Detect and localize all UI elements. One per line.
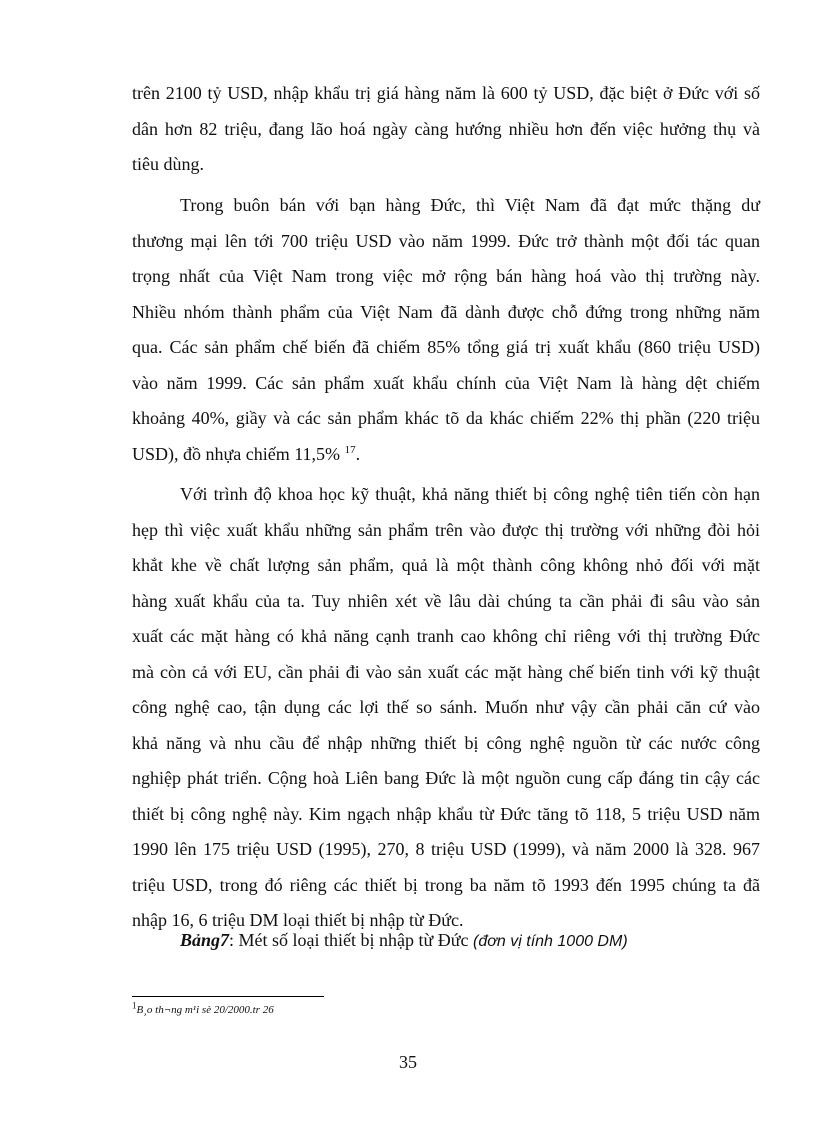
table-caption-unit: (đơn vị tính 1000 DM) — [473, 933, 628, 950]
paragraph-2-line-2: thương mại lên tới 700 triệu USD vào năm 1999. Đức trở thành một đối tác quan — [132, 231, 760, 251]
paragraph-1-line-2: dân hơn 82 triệu, đang lão hoá ngày càng hướng nhiều hơn đến việc hưởng thụ và — [132, 119, 760, 139]
paragraph-2-line-4: Nhiều nhóm thành phẩm của Việt Nam đã dành được chỗ đứng trong những năm — [132, 302, 760, 322]
paragraph-3-line-10: thiết bị công nghệ này. Kim ngạch nhập khẩu từ Đức tăng tõ 118, 5 triệu USD năm — [132, 804, 760, 824]
paragraph-1-line-3: tiêu dùng. — [132, 154, 204, 174]
paragraph-3-line-4: hàng xuất khẩu của ta. Tuy nhiên xét về lâu dài chúng ta cần phải đi sâu vào sản — [132, 591, 760, 611]
paragraph-3-line-1: Với trình độ khoa học kỹ thuật, khả năng thiết bị công nghệ tiên tiến còn hạn — [180, 484, 760, 504]
page-number: 35 — [399, 1052, 417, 1072]
paragraph-2-line-8-text: USD), đồ nhựa chiếm 11,5% — [132, 444, 341, 464]
paragraph-2-line-6: vào năm 1999. Các sản phẩm xuất khẩu chính của Việt Nam là hàng dệt chiếm — [132, 373, 760, 393]
footnote-text: B¸o th¬ng m¹i sè 20/2000.tr 26 — [136, 1004, 274, 1016]
footnote-number: 1 — [132, 1000, 137, 1011]
footnote-reference-mark: 17 — [344, 444, 356, 456]
paragraph-1-line-1: trên 2100 tỷ USD, nhập khẩu trị giá hàng năm là 600 tỷ USD, đặc biệt ở Đức với số — [132, 83, 760, 103]
table-caption-text: : Mét số loại thiết bị nhập từ Đức — [229, 930, 474, 950]
paragraph-3-line-5: xuất các mặt hàng có khả năng cạnh tranh cao không chỉ riêng với thị trường Đức — [132, 626, 760, 646]
paragraph-2-line-5: qua. Các sản phẩm chế biến đã chiếm 85% tổng giá trị xuất khẩu (860 triệu USD) — [132, 337, 760, 357]
table-caption-label: Bảng7 — [180, 930, 230, 950]
paragraph-2-line-8 — [132, 443, 760, 465]
paragraph-2-end-mark: . — [355, 444, 361, 464]
paragraph-3-line-9: nghiệp phát triển. Cộng hoà Liên bang Đức là một nguồn cung cấp đáng tin cậy các — [132, 768, 760, 788]
paragraph-3-line-13: nhập 16, 6 triệu DM loại thiết bị nhập từ Đức. — [132, 910, 464, 930]
paragraph-3-line-3: khắt khe về chất lượng sản phẩm, quả là một thành công không nhỏ đối với mặt — [132, 555, 760, 575]
paragraph-3-line-7: công nghệ cao, tận dụng các lợi thế so sánh. Muốn như vậy cần phải căn cứ vào — [132, 697, 760, 717]
paragraph-2-line-3: trọng nhất của Việt Nam trong việc mở rộng bán hàng hoá vào thị trường này. — [132, 266, 760, 286]
paragraph-3-line-12: triệu USD, trong đó riêng các thiết bị trong ba năm tõ 1993 đến 1995 chúng ta đã — [132, 875, 760, 895]
paragraph-3-line-2: hẹp thì việc xuất khẩu những sản phẩm trên vào được thị trường với những đòi hỏi — [132, 520, 760, 540]
paragraph-2-line-7: khoảng 40%, giầy và các sản phẩm khác tõ da khác chiếm 22% thị phần (220 triệu — [132, 408, 760, 428]
table-caption — [180, 929, 628, 953]
paragraph-2-line-1: Trong buôn bán với bạn hàng Đức, thì Việt Nam đã đạt mức thặng dư — [180, 195, 760, 215]
paragraph-3-line-8: khả năng và nhu cầu để nhập những thiết bị công nghệ nguồn từ các nước công — [132, 733, 760, 753]
footnote — [132, 1000, 274, 1017]
paragraph-3-line-6: mà còn cả với EU, cần phải đi vào sản xuất các mặt hàng chế biến tinh với kỹ thuật — [132, 662, 760, 682]
footnote-separator — [132, 996, 324, 997]
paragraph-3-line-11: 1990 lên 175 triệu USD (1995), 270, 8 triệu USD (1999), và năm 2000 là 328. 967 — [132, 839, 760, 859]
